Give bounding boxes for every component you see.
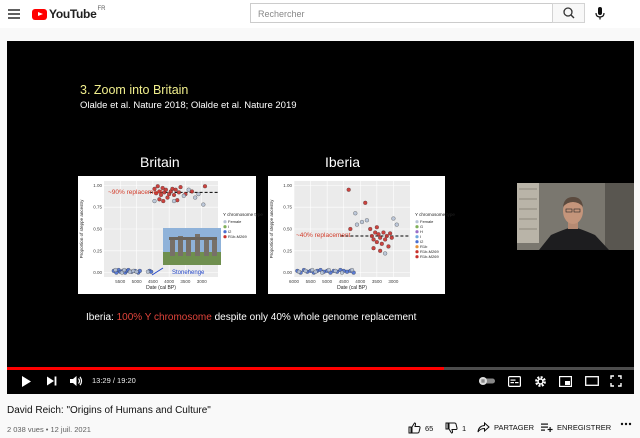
video-meta: 2 038 vues • 12 juil. 2021 — [7, 425, 91, 434]
speaker-webcam-image — [517, 183, 634, 250]
stonehenge-stone — [204, 238, 209, 256]
play-icon — [20, 375, 32, 388]
like-button[interactable] — [408, 422, 433, 434]
volume-icon — [69, 375, 83, 387]
data-point-r1b-m269 — [368, 227, 372, 231]
data-point-r1b-m269 — [372, 238, 376, 242]
legend-entry: R1b — [420, 244, 428, 249]
menu-icon[interactable] — [8, 9, 20, 19]
legend-entry: I — [228, 224, 230, 229]
stonehenge-annotation: Stonehenge — [172, 270, 205, 276]
data-point-r1b-m269 — [203, 184, 207, 188]
miniplayer-icon — [559, 376, 572, 387]
microphone-icon — [593, 5, 607, 21]
britain-chart — [78, 176, 263, 294]
share-icon — [477, 422, 490, 433]
data-point-r1b-m269 — [348, 227, 352, 231]
data-point-female — [355, 223, 359, 227]
time-display: 13:29 / 19:20 — [92, 376, 136, 385]
britain-replacement-annotation: ~90% replacement — [108, 189, 163, 196]
data-point-female — [182, 194, 186, 198]
legend-marker — [223, 220, 226, 223]
y-tick-label: 0.75 — [93, 204, 102, 210]
data-point-female — [314, 270, 318, 274]
save-button[interactable] — [540, 422, 611, 433]
data-point-female — [114, 268, 118, 272]
y-tick-label: 1.00 — [93, 182, 102, 188]
stonehenge-stone — [186, 238, 191, 256]
data-point-r1b-m269 — [179, 185, 183, 189]
next-icon — [46, 375, 58, 387]
video-title: David Reich: "Origins of Humans and Culture" — [7, 405, 211, 416]
x-tick-label: 5000 — [322, 279, 333, 284]
data-point-r1b-m269 — [174, 188, 178, 192]
y-axis-label: Proportion of steppe ancestry — [269, 199, 274, 259]
legend-marker — [415, 225, 418, 228]
play-button[interactable] — [19, 372, 33, 390]
y-tick-label: 0.00 — [283, 270, 292, 276]
subtitles-button[interactable] — [507, 372, 521, 390]
data-point-female — [360, 220, 364, 224]
data-point-r1b-m269 — [377, 232, 381, 236]
iberia-scatter-plot — [268, 176, 455, 294]
data-point-female — [122, 268, 126, 272]
slide-footer-prefix: Iberia: — [86, 312, 117, 323]
voice-search-button[interactable] — [593, 5, 607, 21]
legend-marker — [415, 240, 418, 243]
x-tick-label: 3500 — [180, 279, 191, 284]
legend-marker — [223, 225, 226, 228]
data-point-female — [320, 271, 324, 275]
next-button[interactable] — [45, 372, 59, 390]
data-point-r1b-m269 — [383, 238, 387, 242]
data-point-r1b-m269 — [385, 234, 389, 238]
legend-marker — [415, 235, 418, 238]
x-axis-label: Date (cal BP) — [337, 285, 367, 291]
legend-entry: Female — [228, 219, 242, 224]
slide-footer-highlight: 100% Y chromosome — [116, 312, 212, 323]
chart-title-britain: Britain — [140, 154, 180, 170]
progress-bar[interactable] — [7, 367, 634, 370]
y-tick-label: 0.75 — [283, 204, 292, 210]
data-point-r1b-m269 — [164, 188, 168, 192]
legend-title: Y chromosome type — [415, 212, 455, 217]
data-point-r1b-m269 — [156, 184, 160, 188]
x-tick-label: 4000 — [164, 279, 175, 284]
y-tick-label: 1.00 — [283, 182, 292, 188]
y-tick-label: 0.50 — [283, 226, 292, 232]
x-tick-label: 4500 — [147, 279, 158, 284]
britain-scatter-plot — [78, 176, 263, 294]
stonehenge-stone — [170, 240, 175, 256]
data-point-female — [383, 252, 387, 256]
speaker-webcam — [517, 183, 634, 250]
slide-footer — [86, 312, 416, 323]
legend-entry: R1b-M269 — [228, 234, 247, 239]
data-point-r1b-m269 — [157, 197, 161, 201]
legend-entry: I — [420, 234, 422, 239]
legend-entry: Female — [420, 219, 434, 224]
subtitles-icon — [508, 376, 521, 387]
fullscreen-button[interactable] — [609, 372, 623, 390]
search-button[interactable] — [552, 3, 585, 23]
theater-mode-icon — [585, 376, 599, 386]
thumbs-up-icon — [408, 422, 421, 434]
data-point-r1b-m269 — [166, 196, 170, 200]
slide-heading: 3. Zoom into Britain — [80, 83, 189, 97]
slide-footer-suffix: despite only 40% whole genome replacement — [211, 312, 417, 323]
y-tick-label: 0.00 — [93, 270, 102, 276]
search-input[interactable] — [251, 5, 553, 23]
data-point-female — [201, 203, 205, 207]
gear-icon — [534, 375, 547, 388]
data-point-r1b-m269 — [177, 190, 181, 194]
volume-button[interactable] — [68, 372, 84, 390]
data-point-female — [187, 188, 191, 192]
data-point-r1b-m269 — [378, 249, 382, 253]
data-point-r1b-m269 — [363, 201, 367, 205]
legend-entry: I2 — [420, 239, 424, 244]
like-count: 65 — [425, 423, 434, 433]
video-player[interactable] — [7, 41, 634, 394]
data-point-female — [334, 269, 338, 273]
data-point-r1b-m269 — [375, 225, 379, 229]
data-point-r1b-m269 — [388, 231, 392, 235]
legend-marker — [223, 230, 226, 233]
data-point-r1b-m269 — [378, 236, 382, 240]
more-horizontal-icon — [620, 422, 632, 426]
search-box — [250, 3, 553, 23]
y-tick-label: 0.50 — [93, 226, 102, 232]
x-tick-label: 6000 — [288, 279, 300, 284]
data-point-r1b-m269 — [382, 231, 386, 235]
playlist-add-icon — [540, 422, 553, 433]
data-point-r1b-m269 — [172, 193, 176, 197]
x-tick-label: 5500 — [115, 279, 126, 284]
data-point-female — [350, 268, 354, 272]
x-tick-label: 3500 — [371, 279, 382, 284]
legend-entry: H — [420, 229, 423, 234]
progress-fill — [7, 367, 444, 370]
save-label: ENREGISTRER — [557, 423, 612, 432]
more-actions-button[interactable] — [620, 422, 636, 426]
data-point-female — [365, 218, 369, 222]
legend-marker — [223, 235, 226, 238]
data-point-r1b-m269 — [372, 246, 376, 250]
country-code: FR — [97, 6, 106, 12]
legend-marker — [415, 255, 418, 258]
data-point-female — [304, 269, 308, 273]
data-point-female — [297, 270, 301, 274]
x-tick-label: 4000 — [355, 279, 366, 284]
legend-entry: I2 — [228, 229, 232, 234]
masthead — [0, 0, 640, 28]
x-tick-label: 4500 — [338, 279, 349, 284]
data-point-female — [146, 270, 150, 274]
data-point-r1b-m269 — [370, 234, 374, 238]
fullscreen-icon — [610, 375, 622, 387]
legend-marker — [415, 220, 418, 223]
autoplay-toggle-icon — [478, 376, 496, 386]
y-tick-label: 0.25 — [283, 248, 292, 254]
y-tick-label: 0.25 — [93, 248, 102, 254]
y-axis-label: Proportion of steppe ancestry — [79, 199, 84, 259]
legend-marker — [415, 245, 418, 248]
x-tick-label: 3000 — [196, 279, 207, 284]
x-tick-label: 5500 — [305, 279, 316, 284]
settings-button[interactable] — [533, 372, 547, 390]
x-axis-label: Date (cal BP) — [146, 285, 176, 291]
legend-entry: R1b-M269 — [420, 249, 439, 254]
dislike-count: 1 — [462, 423, 467, 433]
search-icon — [553, 4, 586, 22]
data-point-female — [392, 217, 396, 221]
data-point-r1b-m269 — [375, 240, 379, 244]
stonehenge-lintel — [169, 237, 217, 240]
data-point-female — [340, 271, 344, 275]
legend-marker — [415, 250, 418, 253]
x-tick-label: 5000 — [131, 279, 142, 284]
data-point-r1b-m269 — [387, 245, 391, 249]
thumbs-down-icon — [445, 422, 458, 434]
data-point-female — [153, 199, 157, 203]
youtube-play-logo-icon — [32, 9, 47, 20]
data-point-r1b-m269 — [161, 199, 165, 203]
data-point-female — [172, 199, 176, 203]
share-label: PARTAGER — [494, 423, 535, 432]
legend-entry: R1b-M269 — [420, 254, 439, 259]
dislike-button[interactable] — [445, 422, 466, 434]
iberia-replacement-annotation: ~40% replacement — [296, 232, 351, 239]
stonehenge-stone — [212, 240, 217, 256]
data-point-female — [135, 270, 139, 274]
chart-title-iberia: Iberia — [325, 154, 361, 170]
legend-entry: G — [420, 224, 424, 229]
autoplay-toggle[interactable] — [478, 372, 496, 390]
data-point-r1b-m269 — [347, 188, 351, 192]
share-button[interactable] — [477, 422, 534, 433]
data-point-r1b-m269 — [390, 236, 394, 240]
logo-text: YouTube — [49, 7, 97, 21]
miniplayer-button[interactable] — [558, 372, 572, 390]
youtube-logo[interactable] — [32, 7, 105, 21]
legend-marker — [415, 230, 418, 233]
slide-reference: Olalde et al. Nature 2018; Olalde et al. Nature 2019 — [80, 100, 297, 111]
data-point-female — [327, 268, 331, 272]
data-point-female — [395, 223, 399, 227]
x-tick-label: 3000 — [388, 279, 399, 284]
data-point-r1b-m269 — [380, 242, 384, 246]
theater-mode-button[interactable] — [584, 372, 599, 390]
data-point-female — [197, 192, 201, 196]
data-point-female — [353, 211, 357, 215]
iberia-chart — [268, 176, 455, 294]
legend-title: Y chromosome type — [223, 212, 263, 217]
data-point-female — [193, 196, 197, 200]
